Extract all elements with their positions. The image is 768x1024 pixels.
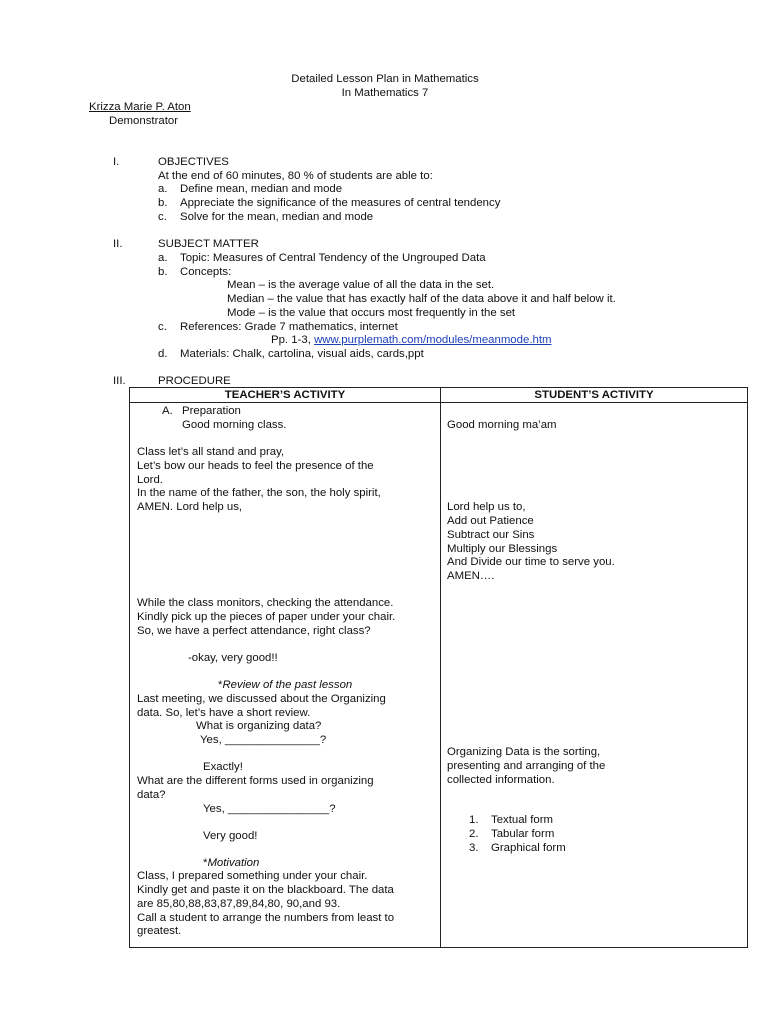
teacher-motivation-line5: greatest.: [137, 925, 182, 937]
document-title-line2: In Mathematics 7: [341, 87, 429, 99]
teacher-greeting: Good morning class.: [182, 419, 287, 431]
motivation-heading-text: Motivation: [207, 857, 260, 869]
concepts-letter: b.: [158, 266, 168, 278]
concepts-label: Concepts:: [180, 266, 232, 278]
teacher-review-line2: data. So, let’s have a short review.: [137, 707, 311, 719]
reference-link[interactable]: www.purplemath.com/modules/meanmode.htm: [314, 334, 552, 346]
form-item-3: [469, 841, 566, 855]
student-prayer-line3: Subtract our Sins: [447, 529, 535, 541]
teacher-pray-line3: Lord.: [137, 474, 163, 486]
student-prayer-line4: Multiply our Blessings: [447, 543, 558, 555]
teacher-attendance-line2: Kindly pick up the pieces of paper under your chair.: [137, 611, 396, 623]
objective-item-b-letter: b.: [158, 197, 168, 209]
form-number: 3.: [469, 842, 479, 854]
author-name: Krizza Marie P. Aton: [89, 101, 191, 113]
student-organizing-line3: collected information.: [447, 774, 555, 786]
table-header-divider: [130, 402, 747, 403]
student-greeting: Good morning ma’am: [447, 419, 557, 431]
objectives-intro: At the end of 60 minutes, 80 % of students are able to:: [158, 170, 433, 182]
student-organizing-line1: Organizing Data is the sorting,: [447, 746, 601, 758]
materials-text: Materials: Chalk, cartolina, visual aids, cards,ppt: [180, 348, 424, 360]
objective-item-c-letter: c.: [158, 211, 167, 223]
teacher-pray-line4: In the name of the father, the son, the holy spirit,: [137, 487, 381, 499]
motivation-heading: [203, 856, 259, 870]
form-item-1: [469, 813, 553, 827]
form-number: 2.: [469, 828, 479, 840]
teacher-pray-line1: Class let’s all stand and pray,: [137, 446, 285, 458]
subject-matter-heading: SUBJECT MATTER: [158, 238, 259, 250]
procedure-numeral: III.: [113, 375, 126, 387]
student-column-header: STUDENT’S ACTIVITY: [534, 389, 654, 401]
review-star: *: [218, 679, 223, 691]
teacher-attendance-line1: While the class monitors, checking the attendance.: [137, 597, 394, 609]
teacher-question-2b: data?: [137, 789, 166, 801]
teacher-okay: -okay, very good!!: [188, 652, 278, 664]
objectives-numeral: I.: [113, 156, 120, 168]
teacher-pray-line5: AMEN. Lord help us,: [137, 501, 243, 513]
concept-mode: Mode – is the value that occurs most frequently in the set: [227, 307, 516, 319]
teacher-very-good: Very good!: [203, 830, 258, 842]
references-letter: c.: [158, 321, 167, 333]
teacher-motivation-line2: Kindly get and paste it on the blackboard. The data: [137, 884, 394, 896]
concept-mean: Mean – is the average value of all the data in the set.: [227, 279, 495, 291]
student-prayer-line2: Add out Patience: [447, 515, 534, 527]
teacher-review-line1: Last meeting, we discussed about the Organizing: [137, 693, 386, 705]
objective-item-b: Appreciate the significance of the measures of central tendency: [180, 197, 501, 209]
objective-item-a-letter: a.: [158, 183, 168, 195]
procedure-heading: PROCEDURE: [158, 375, 231, 387]
subject-matter-numeral: II.: [113, 238, 123, 250]
form-number: 1.: [469, 814, 479, 826]
preparation-letter: A.: [162, 405, 173, 417]
teacher-column-header: TEACHER’S ACTIVITY: [224, 389, 346, 401]
review-heading: [218, 678, 352, 692]
student-prayer-line6: AMEN….: [447, 570, 495, 582]
teacher-motivation-line4: Call a student to arrange the numbers from least to: [137, 912, 395, 924]
teacher-motivation-line1: Class, I prepared something under your chair.: [137, 870, 368, 882]
objective-item-a: Define mean, median and mode: [180, 183, 343, 195]
teacher-question-1: What is organizing data?: [196, 720, 322, 732]
teacher-pray-line2: Let’s bow our heads to feel the presence of the: [137, 460, 374, 472]
teacher-yes-1: Yes, _______________?: [200, 734, 327, 746]
teacher-attendance-line3: So, we have a perfect attendance, right class?: [137, 625, 371, 637]
references-text: References: Grade 7 mathematics, internet: [180, 321, 398, 333]
pages-prefix: Pp. 1-3,: [271, 334, 315, 346]
form-text: Graphical form: [491, 842, 566, 854]
topic-letter: a.: [158, 252, 168, 264]
objective-item-c: Solve for the mean, median and mode: [180, 211, 374, 223]
form-text: Tabular form: [491, 828, 555, 840]
table-column-divider: [440, 388, 441, 947]
form-text: Textual form: [491, 814, 554, 826]
teacher-exactly: Exactly!: [203, 761, 243, 773]
form-item-2: [469, 827, 554, 841]
teacher-question-2a: What are the different forms used in organizing: [137, 775, 374, 787]
materials-letter: d.: [158, 348, 168, 360]
student-prayer-line5: And Divide our time to serve you.: [447, 556, 615, 568]
references-pages: [271, 333, 551, 347]
teacher-motivation-line3: are 85,80,88,83,87,89,84,80, 90,and 93.: [137, 898, 341, 910]
review-heading-text: Review of the past lesson: [222, 679, 353, 691]
objectives-heading: OBJECTIVES: [158, 156, 229, 168]
student-organizing-line2: presenting and arranging of the: [447, 760, 606, 772]
teacher-yes-2: Yes, ________________?: [203, 803, 336, 815]
student-prayer-line1: Lord help us to,: [447, 501, 526, 513]
concept-median: Median – the value that has exactly half of the data above it and half below it.: [227, 293, 616, 305]
procedure-table: [129, 387, 748, 948]
topic-text: Topic: Measures of Central Tendency of the Ungrouped Data: [180, 252, 486, 264]
preparation-heading: Preparation: [182, 405, 241, 417]
document-title-line1: Detailed Lesson Plan in Mathematics: [291, 73, 479, 85]
author-role: Demonstrator: [109, 115, 179, 127]
motivation-star: *: [203, 857, 208, 869]
